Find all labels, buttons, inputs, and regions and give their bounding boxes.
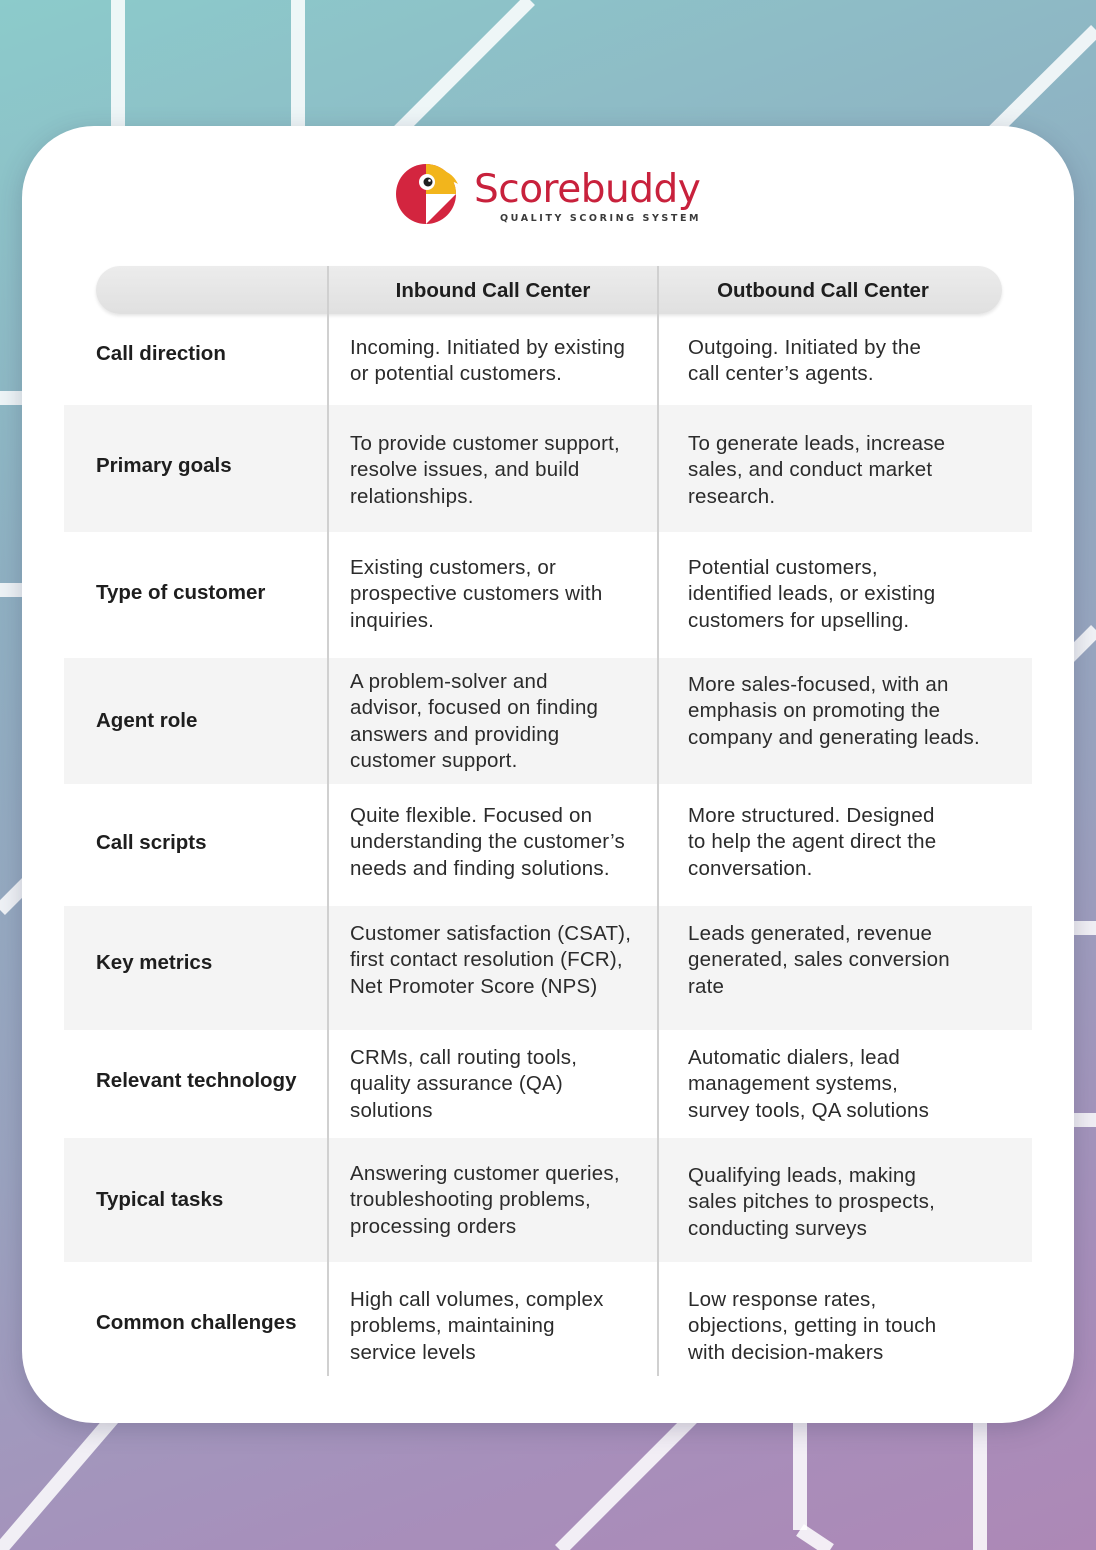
inbound-cell-line: Answering customer queries, bbox=[350, 1162, 620, 1185]
outbound-cell bbox=[688, 1045, 1008, 1124]
inbound-cell-line: service levels bbox=[350, 1340, 476, 1364]
outbound-cell bbox=[688, 431, 1008, 510]
outbound-cell-line: with decision-makers bbox=[688, 1340, 884, 1364]
row-label: Call scripts bbox=[96, 831, 207, 854]
inbound-cell-line: Incoming. Initiated by existing bbox=[350, 336, 626, 359]
inbound-cell-line: Net Promoter Score (NPS) bbox=[350, 974, 598, 998]
inbound-cell-line: CRMs, call routing tools, bbox=[350, 1046, 578, 1069]
inbound-cell-line: first contact resolution (FCR), bbox=[350, 948, 623, 972]
inbound-cell-line: To provide customer support, bbox=[350, 432, 620, 455]
outbound-cell-line: research. bbox=[688, 484, 776, 508]
outbound-cell-line: Low response rates, bbox=[688, 1288, 877, 1311]
row-label: Call direction bbox=[96, 342, 226, 365]
inbound-cell-line: problems, maintaining bbox=[350, 1314, 555, 1338]
outbound-cell-line: objections, getting in touch bbox=[688, 1314, 937, 1338]
inbound-cell-line: processing orders bbox=[350, 1214, 517, 1238]
outbound-cell-line: Potential customers, bbox=[688, 556, 878, 579]
inbound-cell bbox=[350, 669, 650, 775]
column-divider bbox=[327, 266, 329, 1376]
inbound-cell-line: High call volumes, complex bbox=[350, 1288, 604, 1311]
outbound-cell-line: conducting surveys bbox=[688, 1216, 868, 1240]
inbound-cell-line: understanding the customer’s bbox=[350, 830, 625, 854]
inbound-cell-line: customer support. bbox=[350, 749, 518, 773]
outbound-cell-line: customers for upselling. bbox=[688, 608, 910, 632]
row-label: Type of customer bbox=[96, 581, 266, 604]
row-label: Common challenges bbox=[96, 1311, 297, 1334]
inbound-cell-line: inquiries. bbox=[350, 608, 435, 632]
inbound-cell bbox=[350, 555, 650, 634]
outbound-cell-line: rate bbox=[688, 974, 725, 998]
inbound-cell-line: Customer satisfaction (CSAT), bbox=[350, 922, 632, 945]
inbound-cell-line: Existing customers, or bbox=[350, 556, 557, 579]
row-label: Key metrics bbox=[96, 951, 213, 974]
inbound-cell-line: resolve issues, and build bbox=[350, 458, 580, 482]
inbound-cell-line: relationships. bbox=[350, 484, 474, 508]
inbound-cell-line: solutions bbox=[350, 1098, 433, 1122]
inbound-cell bbox=[350, 431, 650, 510]
outbound-cell-line: Automatic dialers, lead bbox=[688, 1046, 900, 1069]
outbound-cell-line: To generate leads, increase bbox=[688, 432, 946, 455]
brand-tagline: QUALITY SCORING SYSTEM bbox=[500, 213, 702, 224]
outbound-cell-line: management systems, bbox=[688, 1072, 899, 1096]
outbound-cell-line: generated, sales conversion bbox=[688, 948, 950, 972]
inbound-cell bbox=[350, 803, 650, 882]
outbound-cell bbox=[688, 803, 1008, 882]
outbound-cell bbox=[688, 1287, 1008, 1366]
outbound-cell-line: survey tools, QA solutions bbox=[688, 1098, 930, 1122]
outbound-cell bbox=[688, 1163, 1008, 1242]
inbound-cell-line: advisor, focused on finding bbox=[350, 696, 599, 720]
row-label: Agent role bbox=[96, 709, 198, 732]
outbound-cell bbox=[688, 921, 1008, 1000]
outbound-cell bbox=[688, 672, 1008, 751]
outbound-cell-line: to help the agent direct the bbox=[688, 830, 937, 854]
inbound-cell bbox=[350, 921, 650, 1000]
outbound-cell bbox=[688, 555, 1008, 634]
outbound-cell-line: identified leads, or existing bbox=[688, 582, 936, 606]
outbound-cell-line: Outgoing. Initiated by the bbox=[688, 336, 922, 359]
outbound-cell-line: Leads generated, revenue bbox=[688, 922, 933, 945]
inbound-cell-line: answers and providing bbox=[350, 722, 560, 746]
inbound-cell-line: or potential customers. bbox=[350, 362, 562, 386]
row-label: Typical tasks bbox=[96, 1188, 224, 1211]
inbound-cell-line: prospective customers with bbox=[350, 582, 603, 606]
row-label: Primary goals bbox=[96, 454, 232, 477]
inbound-cell-line: Quite flexible. Focused on bbox=[350, 804, 593, 827]
inbound-cell-line: quality assurance (QA) bbox=[350, 1072, 563, 1096]
outbound-cell-line: emphasis on promoting the bbox=[688, 699, 941, 723]
column-header-outbound: Outbound Call Center bbox=[717, 279, 929, 302]
outbound-cell-line: More structured. Designed bbox=[688, 804, 935, 827]
outbound-cell bbox=[688, 335, 1008, 388]
inbound-cell bbox=[350, 335, 650, 388]
inbound-cell bbox=[350, 1045, 650, 1124]
outbound-cell-line: More sales-focused, with an bbox=[688, 673, 949, 696]
inbound-cell-line: A problem-solver and bbox=[350, 670, 548, 693]
outbound-cell-line: Qualifying leads, making bbox=[688, 1164, 917, 1187]
outbound-cell-line: sales pitches to prospects, bbox=[688, 1190, 935, 1214]
inbound-cell-line: troubleshooting problems, bbox=[350, 1188, 591, 1212]
parrot-logo-icon bbox=[396, 160, 462, 226]
outbound-cell-line: conversation. bbox=[688, 856, 813, 880]
outbound-cell-line: sales, and conduct market bbox=[688, 458, 933, 482]
inbound-cell-line: needs and finding solutions. bbox=[350, 856, 610, 880]
brand-name: Scorebuddy bbox=[474, 167, 701, 212]
outbound-cell-line: call center’s agents. bbox=[688, 362, 874, 386]
row-label: Relevant technology bbox=[96, 1069, 297, 1092]
outbound-cell-line: company and generating leads. bbox=[688, 725, 980, 749]
scorebuddy-logo bbox=[396, 160, 706, 228]
inbound-cell bbox=[350, 1161, 650, 1240]
column-divider bbox=[657, 266, 659, 1376]
column-header-inbound: Inbound Call Center bbox=[395, 279, 591, 302]
inbound-cell bbox=[350, 1287, 650, 1366]
